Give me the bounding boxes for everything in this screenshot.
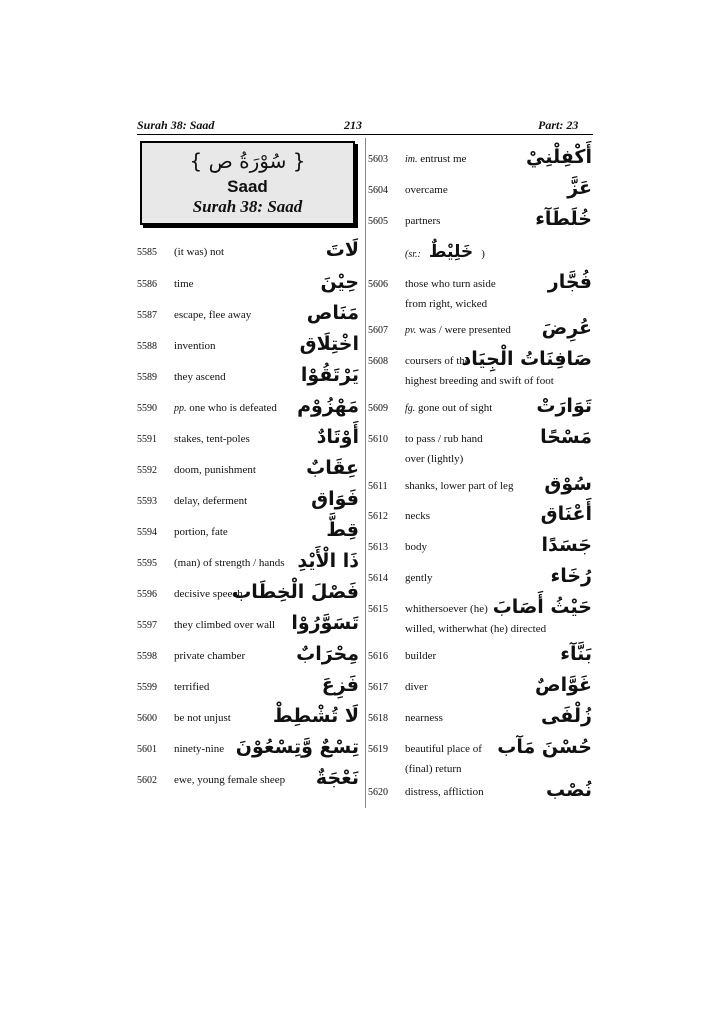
entry-number: 5605 (368, 216, 388, 227)
dictionary-entry (137, 457, 359, 482)
entry-arabic: حَيْثُ أَصَابَ (492, 596, 592, 618)
dictionary-entry (368, 596, 592, 621)
entry-meaning: escape, flee away (174, 309, 252, 321)
dictionary-entry (137, 550, 359, 575)
header-part: Part: 23 (538, 118, 579, 132)
dictionary-entry (137, 736, 359, 761)
entry-arabic: تِسْعٌ وَّتِسْعُوْنَ (235, 736, 359, 758)
entry-number: 5599 (137, 682, 157, 693)
grammar-label: fg. (405, 403, 416, 414)
dictionary-entry (137, 674, 359, 699)
entry-arabic: رُخَاء (550, 565, 592, 587)
dictionary-entry (137, 302, 359, 327)
entry-meaning: portion, fate (174, 526, 228, 538)
entry-arabic: غَوَّاصٌ (535, 674, 592, 696)
entry-arabic: ذَا الْأَيْدِ (297, 550, 359, 572)
entry-meaning-continued: (final) return (405, 763, 462, 775)
entry-meaning: gently (405, 572, 433, 584)
entry-arabic: فَوَاق (311, 488, 359, 510)
surah-title-box (140, 141, 355, 225)
entry-arabic: أَوْتَادٌ (316, 426, 359, 448)
singular-arabic: خَلِيْطٌ (428, 242, 474, 262)
entry-arabic: عُرِضَ (541, 317, 592, 339)
dictionary-entry (368, 705, 592, 730)
entry-meaning: coursers of the (405, 355, 470, 367)
dictionary-entry (368, 271, 592, 296)
entry-number: 5587 (137, 310, 157, 321)
entry-number: 5585 (137, 247, 157, 258)
entry-meaning: overcame (405, 184, 448, 196)
entry-meaning: im. entrust me (405, 153, 467, 165)
entry-meaning-continued: highest breeding and swift of foot (405, 375, 554, 387)
dictionary-entry (368, 643, 592, 668)
dictionary-entry (137, 271, 359, 296)
entry-meaning: beautiful place of (405, 743, 482, 755)
entry-arabic: فُجَّار (547, 271, 592, 293)
dictionary-entry (137, 333, 359, 358)
entry-number: 5619 (368, 744, 388, 755)
entry-number: 5618 (368, 713, 388, 724)
entry-arabic: يَرْتَقُوْا (300, 364, 359, 386)
entry-arabic: بَنَّآء (560, 643, 592, 665)
entry-number: 5596 (137, 589, 157, 600)
entry-meaning: nearness (405, 712, 443, 724)
entry-arabic: عَزَّ (567, 177, 592, 199)
dictionary-entry (137, 239, 359, 264)
entry-number: 5606 (368, 279, 388, 290)
dictionary-entry (368, 674, 592, 699)
entry-number: 5611 (368, 481, 388, 492)
entry-number: 5607 (368, 325, 388, 336)
entry-meaning: be not unjust (174, 712, 231, 724)
entry-meaning: necks (405, 510, 431, 522)
entry-meaning: terrified (174, 681, 210, 693)
entry-number: 5608 (368, 356, 388, 367)
surah-title-english: Saad (227, 177, 268, 196)
entry-arabic: مِحْرَابٌ (296, 643, 359, 665)
dictionary-entry (137, 705, 359, 730)
entry-number: 5591 (137, 434, 157, 445)
entry-meaning-continued: from right, wicked (405, 298, 488, 310)
entry-meaning: shanks, lower part of leg (405, 480, 514, 492)
entry-meaning: time (174, 278, 194, 290)
entry-number: 5589 (137, 372, 157, 383)
entry-meaning: ninety-nine (174, 743, 225, 755)
entry-meaning: invention (174, 340, 216, 352)
entry-meaning: to pass / rub hand (405, 433, 483, 445)
entry-number: 5592 (137, 465, 157, 476)
entry-number: 5616 (368, 651, 388, 662)
entry-arabic: مَنَاص (306, 302, 359, 324)
entry-arabic: نُصْب (546, 779, 592, 801)
entry-arabic: حُسْنَ مَآب (497, 736, 592, 758)
dictionary-entry (137, 519, 359, 544)
entry-arabic: تَسَوَّرُوْا (291, 612, 359, 634)
dictionary-entry (368, 208, 592, 233)
entry-arabic: أَعْنَاق (540, 503, 592, 525)
entry-arabic: فَزِعَ (321, 674, 359, 696)
dictionary-entry (368, 177, 592, 202)
entry-arabic: فَصْلَ الْخِطَاب (232, 581, 359, 603)
entry-number: 5610 (368, 434, 388, 445)
entry-meaning: ewe, young female sheep (174, 774, 286, 786)
entry-number: 5588 (137, 341, 157, 352)
entry-meaning: they climbed over wall (174, 619, 276, 631)
dictionary-entry (368, 736, 592, 761)
dictionary-entry (137, 612, 359, 637)
entry-number: 5602 (137, 775, 157, 786)
entry-number: 5598 (137, 651, 157, 662)
entry-number: 5603 (368, 154, 388, 165)
entry-arabic: أَكْفِلْنِيْ (526, 146, 592, 168)
grammar-label: pp. (174, 403, 187, 414)
entry-meaning: (sr.: خَلِيْطٌ ) (405, 242, 485, 262)
entry-meaning: doom, punishment (174, 464, 256, 476)
header-rule (137, 134, 593, 135)
entry-number: 5614 (368, 573, 388, 584)
entry-number: 5612 (368, 511, 388, 522)
entry-arabic: حِيْنَ (320, 271, 359, 293)
entry-arabic: خُلَطَآء (535, 208, 592, 230)
entry-arabic: سُوْق (544, 473, 592, 495)
surah-title-full: Surah 38: Saad (192, 197, 303, 216)
dictionary-entry (368, 146, 592, 171)
entry-number: 5594 (137, 527, 157, 538)
entry-arabic: قِطَّ (326, 519, 359, 541)
entry-meaning: builder (405, 650, 437, 662)
page-number: 213 (344, 118, 362, 132)
entry-meaning-continued: over (lightly) (405, 453, 464, 465)
grammar-label: pv. (405, 325, 417, 336)
dictionary-entry (137, 364, 359, 389)
dictionary-entry (368, 534, 592, 559)
entry-arabic: تَوَارَتْ (536, 395, 592, 417)
dictionary-entry (368, 779, 592, 804)
entry-number: 5615 (368, 604, 388, 615)
entry-arabic: زُلْفَى (541, 705, 592, 727)
entry-meaning: (man) of strength / hands (174, 557, 285, 569)
dictionary-entry (368, 244, 592, 264)
dictionary-entry (137, 581, 359, 606)
entry-meaning: stakes, tent-poles (174, 433, 250, 445)
dictionary-entry (368, 565, 592, 590)
entry-number: 5595 (137, 558, 157, 569)
entry-arabic: جَسَدًا (541, 534, 592, 556)
entry-meaning: delay, deferment (174, 495, 248, 507)
entry-meaning: private chamber (174, 650, 246, 662)
entry-arabic: مَسْحًا (540, 426, 592, 448)
dictionary-entry (368, 395, 592, 420)
entry-meaning: partners (405, 215, 441, 227)
entry-number: 5597 (137, 620, 157, 631)
entry-number: 5604 (368, 185, 388, 196)
entry-meaning: fg. gone out of sight (405, 402, 493, 414)
dictionary-entry (368, 473, 592, 498)
entry-arabic: اخْتِلَاق (299, 333, 359, 355)
surah-title-arabic: { سُوْرَةُ ص } (189, 149, 306, 173)
entry-number: 5620 (368, 787, 388, 798)
dictionary-entry (368, 426, 592, 451)
entry-meaning-continued: willed, witherwhat (he) directed (405, 623, 547, 635)
dictionary-entry (137, 426, 359, 451)
entry-number: 5600 (137, 713, 157, 724)
dictionary-entry (368, 348, 592, 373)
dictionary-entry (137, 488, 359, 513)
dictionary-entry (368, 503, 592, 528)
entry-arabic: نَعْجَةٌ (315, 767, 359, 789)
dictionary-entry (137, 395, 359, 420)
singular-label: (sr.: (405, 249, 421, 260)
grammar-label: im. (405, 154, 418, 165)
entry-number: 5586 (137, 279, 157, 290)
dictionary-entry (137, 643, 359, 668)
entry-number: 5609 (368, 403, 388, 414)
entry-arabic: عِقَابٌ (306, 457, 359, 479)
entry-meaning: (it was) not (174, 246, 225, 258)
dictionary-entry (137, 767, 359, 792)
column-divider (365, 138, 366, 808)
entry-arabic: صَافِنَاتُ الْجِيَاد (461, 348, 592, 370)
entry-number: 5613 (368, 542, 388, 553)
entry-number: 5590 (137, 403, 157, 414)
entry-arabic: لَا تُشْطِطْ (272, 705, 359, 727)
entry-meaning: they ascend (174, 371, 226, 383)
entry-meaning: pv. was / were presented (405, 324, 511, 336)
entry-meaning: those who turn aside (405, 278, 496, 290)
entry-arabic: لَاتَ (325, 239, 359, 261)
entry-meaning: body (405, 541, 427, 553)
dictionary-entry (368, 317, 592, 342)
entry-meaning: whithersoever (he) (405, 603, 488, 615)
entry-number: 5593 (137, 496, 157, 507)
entry-meaning: diver (405, 681, 428, 693)
entry-meaning: pp. one who is defeated (174, 402, 277, 414)
header-surah: Surah 38: Saad (137, 118, 215, 132)
entry-number: 5601 (137, 744, 157, 755)
entry-arabic: مَهْزُوْم (297, 395, 359, 417)
entry-meaning: distress, affliction (405, 786, 484, 798)
entry-meaning: decisive speech (174, 588, 243, 600)
entry-number: 5617 (368, 682, 388, 693)
